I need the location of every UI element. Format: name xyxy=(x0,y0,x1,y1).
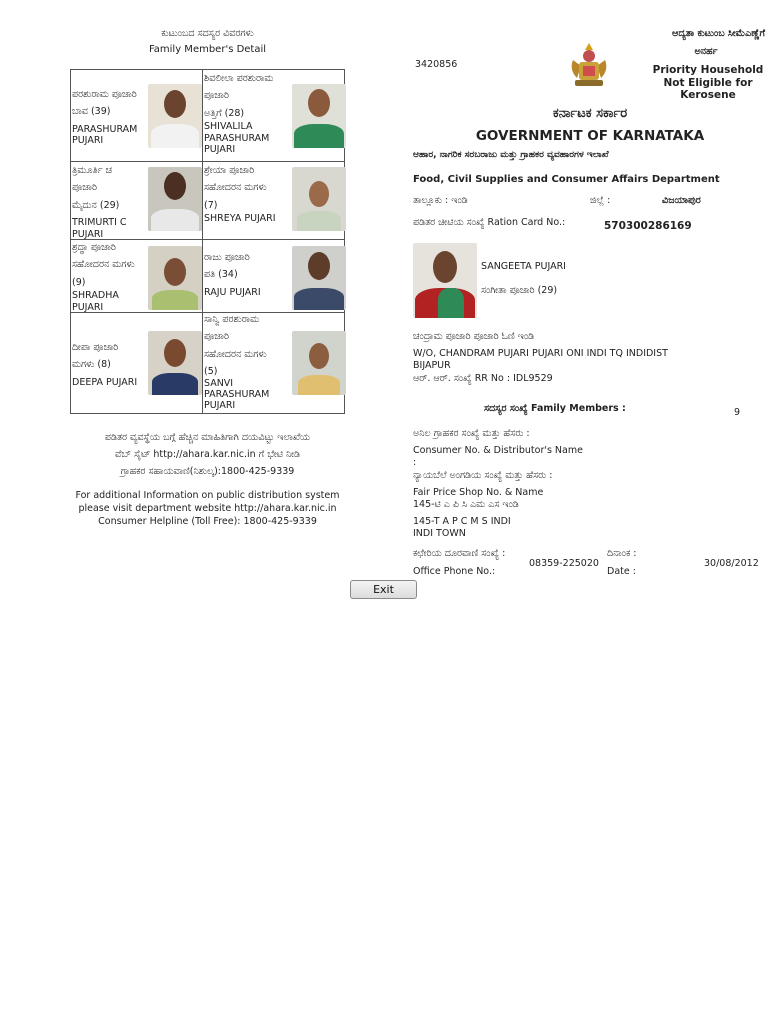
priority-en-3: Kerosene xyxy=(680,89,736,101)
member-relation-age: (7) xyxy=(204,199,218,211)
member-relation-age: ಪತಿ (34) xyxy=(204,269,238,281)
member-relation-kn: ಸಹೋದರನ ಮಗಳು xyxy=(204,348,267,360)
district-label: ಜಿಲ್ಲೆ : xyxy=(590,195,611,206)
family-member-card xyxy=(203,240,344,312)
member-name-en: PUJARI xyxy=(72,228,104,240)
fps-value-en-2: INDI TOWN xyxy=(413,528,466,539)
date-value: 30/08/2012 xyxy=(704,558,759,569)
fps-label-en: Fair Price Shop No. & Name xyxy=(413,487,544,498)
member-relation-kn: ಸಹೋದರನ ಮಗಳು xyxy=(204,182,267,194)
member-photo xyxy=(148,84,202,148)
member-name-en: PUJARI xyxy=(72,301,104,313)
family-member-card xyxy=(71,240,202,312)
member-relation-kn: ಸಹೋದರನ ಮಗಳು xyxy=(72,259,135,271)
member-relation-age: (5) xyxy=(204,366,218,378)
ration-card-label: ಪಡಿತರ ಚೀಟಿಯ ಸಂಖ್ಯೆ Ration Card No.: xyxy=(413,217,566,228)
address-kn: ಚಂದ್ರಾಮ ಪೂಜಾರಿ ಪೂಜಾರಿ ಓಣಿ ಇಂಡಿ xyxy=(413,331,535,342)
ration-card-number: 570300286169 xyxy=(604,220,692,232)
member-relation-kn: ಪೂಜಾರಿ xyxy=(204,331,229,343)
info-kn-line-3: ಗ್ರಾಹಕರ ಸಹಾಯವಾಣಿ(ನಿಶುಲ್ಕ):1800-425-9339 xyxy=(120,466,295,477)
exit-button[interactable]: Exit xyxy=(350,580,417,599)
priority-en-2: Not Eligible for xyxy=(663,77,753,89)
address-en-line-1: W/O, CHANDRAM PUJARI PUJARI ONI INDI TQ INDIDIST xyxy=(413,348,668,359)
office-phone-label-en: Office Phone No.: xyxy=(413,566,496,577)
member-relation-age: ಮಗಳು (8) xyxy=(72,359,111,371)
info-kn-line-1: ಪಡಿತರ ವ್ಯವಸ್ಥೆಯ ಬಗ್ಗೆ ಹೆಚ್ಚಿನ ಮಾಹಿತಿಗಾಗಿ ದಯವಿಟ್ಟು ಇಲಾಖೆಯ xyxy=(104,432,311,443)
member-photo xyxy=(292,331,346,395)
member-photo xyxy=(292,246,346,310)
consumer-label-kn: ಅನಿಲ ಗ್ರಾಹಕರ ಸಂಖ್ಯೆ ಮತ್ತು ಹೆಸರು : xyxy=(413,428,530,439)
member-relation-kn: ಶಿವಲೀಲಾ ಪರಶುರಾಮ xyxy=(204,73,274,84)
member-name-en: PARASHURAM xyxy=(204,388,270,400)
info-en-line-2: please visit department website http://ahara.kar.nic.in xyxy=(78,503,337,514)
karnataka-emblem-icon xyxy=(565,40,613,90)
govt-title-en: GOVERNMENT OF KARNATAKA xyxy=(475,128,705,144)
rr-number: ಆರ್. ಆರ್. ಸಂಖ್ಯೆ RR No : IDL9529 xyxy=(413,373,553,384)
office-phone-value: 08359-225020 xyxy=(529,558,599,569)
address-en-line-2: BIJAPUR xyxy=(413,360,451,371)
date-label-en: Date : xyxy=(607,566,636,577)
govt-title-kn: ಕರ್ನಾಟಕ ಸರ್ಕಾರ xyxy=(552,106,628,121)
fps-label-kn: ನ್ಯಾಯಬೆಲೆ ಅಂಗಡಿಯ ಸಂಖ್ಯೆ ಮತ್ತು ಹೆಸರು : xyxy=(413,470,553,481)
member-relation-kn: ಪರಶುರಾಮ ಪೂಜಾರಿ xyxy=(72,89,137,100)
member-photo xyxy=(148,246,202,310)
head-photo xyxy=(413,243,477,318)
member-relation-kn: ದೀಪಾ ಪೂಜಾರಿ xyxy=(72,342,119,353)
consumer-label-en: Consumer No. & Distributor's Name xyxy=(413,445,583,456)
family-members-count: 9 xyxy=(734,407,741,418)
priority-kn-2: ಅನರ್ಹ xyxy=(694,46,718,57)
dept-title-en: Food, Civil Supplies and Consumer Affairs Department xyxy=(413,174,720,185)
member-relation-age: (9) xyxy=(72,276,86,288)
head-name-en: SANGEETA PUJARI xyxy=(481,261,566,272)
member-name-en: RAJU PUJARI xyxy=(204,286,261,298)
head-name-kn: ಸಂಗೀತಾ ಪೂಜಾರಿ (29) xyxy=(481,285,558,296)
family-member-card xyxy=(203,162,344,239)
member-photo xyxy=(292,84,346,148)
family-member-card xyxy=(71,162,202,239)
member-relation-kn: ಪೂಜಾರಿ xyxy=(204,90,229,102)
member-name-en: PUJARI xyxy=(204,400,236,412)
date-label-kn: ದಿನಾಂಕ : xyxy=(607,548,637,559)
member-relation-kn: ಸಾನ್ವಿ ಪರಶುರಾಮ xyxy=(204,314,260,325)
info-en-line-1: For additional Information on public distribution system xyxy=(75,490,340,501)
card-id: 3420856 xyxy=(415,59,458,70)
family-member-card xyxy=(203,70,344,161)
priority-kn-1: ಆದ್ಯತಾ ಕುಟುಂಬ ಸೀಮೆಎಣ್ಣೆಗೆ xyxy=(672,28,765,39)
member-name-en: PUJARI xyxy=(72,135,104,147)
member-name-en: SHRADHA xyxy=(72,290,119,302)
member-relation-kn: ಶ್ರೇಯಾ ಪೂಜಾರಿ xyxy=(204,165,255,176)
member-relation-age: ಅತ್ತಿಗೆ (28) xyxy=(204,107,245,119)
family-members-label: ಸದಸ್ಯರ ಸಂಖ್ಯೆ Family Members : xyxy=(484,403,626,414)
info-kn-line-2: ವೆಬ್ ಸೈಟ್ http://ahara.kar.nic.in ಗೆ ಭೇಟಿ ನೀಡಿ xyxy=(114,449,301,460)
priority-en-1: Priority Household xyxy=(652,64,764,76)
fps-value-en-1: 145-T A P C M S INDI xyxy=(413,516,511,527)
member-name-en: SANVI xyxy=(204,377,234,389)
info-en-line-3: Consumer Helpline (Toll Free): 1800-425-9339 xyxy=(98,516,317,527)
member-name-en: PARASHURAM xyxy=(204,132,270,144)
family-member-card xyxy=(71,313,202,413)
family-detail-title-en: Family Member's Detail xyxy=(148,44,267,55)
member-name-en: SHREYA PUJARI xyxy=(204,213,276,225)
fps-value-kn: 145-ಟಿ ಎ ಪಿ ಸಿ ಎಮ ಎಸ ಇಂಡಿ xyxy=(413,499,519,510)
family-member-card xyxy=(203,313,344,413)
taluk-label: ತಾಲ್ಲೂಕು : ಇಂಡಿ xyxy=(413,195,468,206)
office-phone-label-kn: ಕಛೇರಿಯ ದೂರವಾಣಿ ಸಂಖ್ಯೆ : xyxy=(413,548,506,559)
member-name-en: TRIMURTI C xyxy=(72,217,127,229)
family-members-grid xyxy=(70,69,345,414)
member-relation-kn: ಪೂಜಾರಿ xyxy=(72,182,97,194)
member-relation-kn: ತ್ರಿಮೂರ್ತಿ ಚ xyxy=(72,165,112,176)
member-name-en: SHIVALILA xyxy=(204,121,253,133)
member-relation-age: ಬಾವ (39) xyxy=(72,106,111,118)
family-member-card xyxy=(71,70,202,161)
member-relation-kn: ಶ್ರದ್ಧಾ ಪೂಜಾರಿ xyxy=(72,242,116,253)
member-name-en: PARASHURAM xyxy=(72,123,138,135)
member-relation-age: ಮೈದುನ (29) xyxy=(72,199,120,211)
dept-title-kn: ಆಹಾರ, ನಾಗರಿಕ ಸರಬರಾಜು ಮತ್ತು ಗ್ರಾಹಕರ ವ್ಯವಹಾರಗಳ ಇಲಾಖೆ xyxy=(413,150,609,160)
family-detail-title-kn: ಕುಟುಂಬದ ಸದಸ್ಯರ ವಿವರಗಳು xyxy=(161,28,254,39)
district-value: ವಿಜಯಾಪುರ xyxy=(662,195,701,206)
member-photo xyxy=(292,167,346,231)
member-relation-kn: ರಾಜು ಪೂಜಾರಿ xyxy=(204,252,250,263)
member-photo xyxy=(148,331,202,395)
member-name-en: DEEPA PUJARI xyxy=(72,376,138,388)
member-name-en: PUJARI xyxy=(204,143,236,155)
member-photo xyxy=(148,167,202,231)
consumer-value: : xyxy=(413,457,417,468)
